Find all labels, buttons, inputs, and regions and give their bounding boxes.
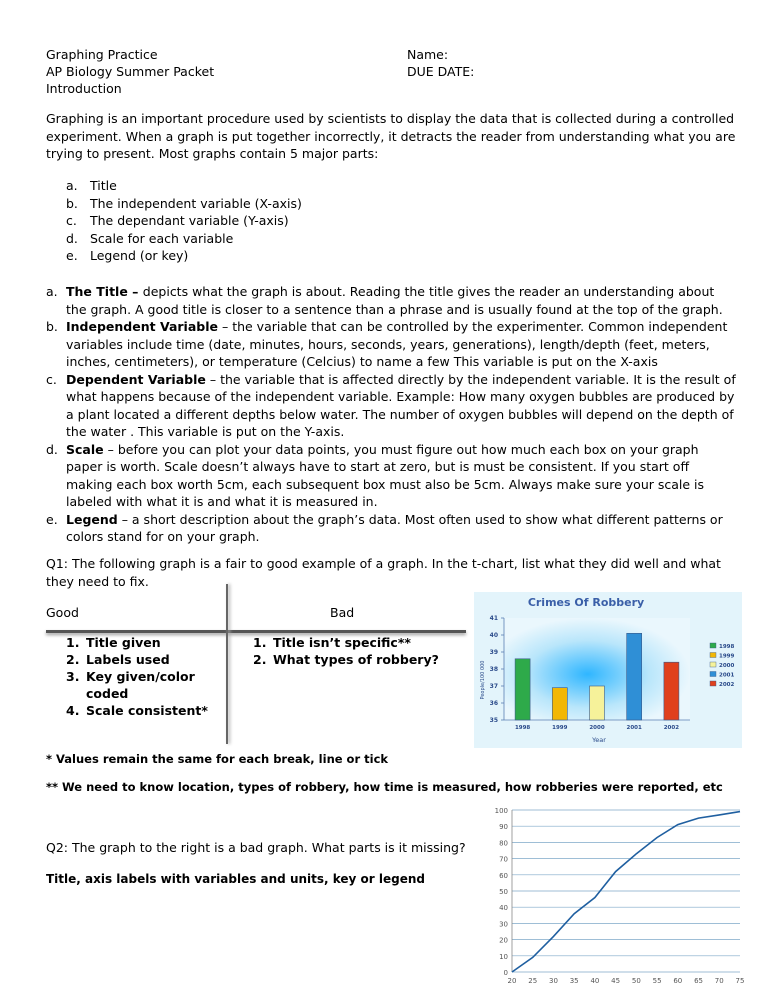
y-tick-label: 100 bbox=[494, 807, 508, 815]
q2-answer: Title, axis labels with variables and units, key or legend bbox=[46, 872, 426, 886]
x-tick-label: 35 bbox=[569, 977, 579, 985]
bad-list bbox=[253, 634, 468, 668]
x-tick-label: 1999 bbox=[552, 725, 568, 731]
list-item: c. Dependent Variable – the variable that is affected directly by the independent variable. It is the result of what happens because of the independent variable. Example: How many oxygen bubbles are produced by a plant located a different depths below water. The number of oxygen bubbles will depend on the depth of the water . This variable is put on the Y-axis. bbox=[46, 371, 736, 439]
x-tick-label: 2001 bbox=[626, 725, 642, 731]
header-course-line2: AP Biology Summer Packet bbox=[46, 64, 215, 79]
y-tick-label: 30 bbox=[499, 920, 508, 929]
y-tick-label: 0 bbox=[503, 969, 508, 977]
good-list bbox=[66, 634, 216, 719]
list-item: e. Legend – a short description about the graph’s data. Most often used to show what different patterns or colors stand for on your graph. bbox=[46, 511, 723, 544]
tchart-bad-heading: Bad bbox=[330, 605, 355, 620]
x-axis-label: Year bbox=[592, 736, 606, 744]
y-tick-label: 90 bbox=[499, 823, 508, 832]
list-item: d. Scale for each variable bbox=[66, 230, 234, 246]
list-item: a. Title bbox=[66, 178, 117, 193]
y-axis-label: People/100 000 bbox=[480, 660, 486, 700]
y-tick-label: 40 bbox=[499, 904, 508, 913]
list-item: 4. Scale consistent* bbox=[66, 703, 208, 718]
definitions-list bbox=[46, 283, 736, 546]
legend-swatch bbox=[710, 662, 716, 667]
intro-paragraph: Graphing is an important procedure used by scientists to display the data that is collected during a controlled experiment. When a graph is put together incorrectly, it detracts the reader from understanding what you are trying to present. Most graphs contain 5 major parts: bbox=[46, 111, 736, 161]
list-item: e. Legend (or key) bbox=[66, 248, 189, 263]
list-item: 2. What types of robbery? bbox=[253, 652, 439, 667]
x-tick-label: 2002 bbox=[663, 725, 680, 731]
x-tick-label: 50 bbox=[631, 977, 641, 985]
legend-swatch bbox=[710, 672, 716, 677]
x-tick-label: 25 bbox=[528, 977, 538, 985]
y-tick-label: 37 bbox=[489, 683, 498, 690]
legend-entry: 2002 bbox=[719, 682, 735, 688]
header-course-line1: Graphing Practice bbox=[46, 47, 158, 62]
y-tick-label: 41 bbox=[489, 615, 498, 622]
list-item: 1. Title given bbox=[66, 635, 161, 650]
list-item: 1. Title isn’t specific** bbox=[253, 635, 411, 650]
header-left bbox=[46, 46, 214, 97]
x-tick-label: 70 bbox=[714, 977, 724, 985]
note-title: ** We need to know location, types of robbery, how time is measured, how robberies were reported, etc bbox=[46, 780, 723, 794]
x-tick-label: 55 bbox=[652, 977, 662, 985]
q2-prompt: Q2: The graph to the right is a bad graph. What parts is it missing? bbox=[46, 840, 466, 855]
list-item: c. The dependant variable (Y-axis) bbox=[66, 213, 289, 228]
note-scale: * Values remain the same for each break, line or tick bbox=[46, 752, 389, 766]
legend-swatch bbox=[710, 643, 716, 648]
parts-list bbox=[66, 177, 302, 265]
x-tick-label: 1998 bbox=[514, 725, 531, 731]
bar-2002 bbox=[664, 662, 679, 720]
legend-entry: 1999 bbox=[719, 653, 735, 660]
name-label: Name: bbox=[407, 47, 449, 62]
list-item: 3. Key given/color coded bbox=[66, 669, 195, 701]
legend-swatch bbox=[710, 681, 716, 686]
tchart-good-heading: Good bbox=[46, 605, 79, 620]
y-tick-label: 40 bbox=[489, 632, 498, 639]
x-tick-label: 60 bbox=[673, 977, 683, 985]
bar-2000 bbox=[590, 686, 605, 720]
y-tick-label: 60 bbox=[499, 871, 508, 880]
x-tick-label: 30 bbox=[548, 977, 558, 985]
y-tick-label: 80 bbox=[499, 839, 508, 848]
y-tick-label: 10 bbox=[499, 952, 508, 961]
legend-entry: 2001 bbox=[719, 672, 735, 679]
y-tick-label: 39 bbox=[489, 649, 498, 656]
bar-2001 bbox=[627, 633, 642, 720]
list-item: b. The independent variable (X-axis) bbox=[66, 195, 302, 211]
list-item: b. Independent Variable – the variable that can be controlled by the experimenter. Common independent variables include time (date, minutes, hours, seconds, years, generations), length/depth (feet, meters, inches, centimeters), or temperature (Celcius) to name a few This variable is put on the X-axis bbox=[46, 319, 728, 369]
y-tick-label: 36 bbox=[489, 700, 498, 707]
legend-entry: 1998 bbox=[719, 644, 735, 650]
list-item: a. The Title – depicts what the graph is about. Reading the title gives the reader an understanding about the graph. A good title is closer to a sentence than a phrase and is usually found at the top of the graph. bbox=[46, 284, 723, 317]
x-tick-label: 20 bbox=[507, 977, 517, 985]
tchart-vertical-rule bbox=[226, 584, 228, 744]
y-tick-label: 70 bbox=[499, 855, 508, 864]
x-tick-label: 2000 bbox=[589, 725, 605, 731]
bar-1999 bbox=[552, 688, 567, 720]
bad-line-chart bbox=[490, 804, 746, 988]
x-tick-label: 65 bbox=[694, 977, 704, 985]
due-date-label: DUE DATE: bbox=[407, 64, 475, 79]
q1-prompt: Q1: The following graph is a fair to good example of a graph. In the t-chart, list what they did well and what they need to fix. bbox=[46, 556, 721, 589]
robbery-bar-chart bbox=[474, 592, 742, 748]
x-tick-label: 45 bbox=[611, 977, 621, 985]
legend-entry: 2000 bbox=[719, 663, 735, 669]
tchart-horizontal-rule bbox=[46, 630, 466, 633]
series-line bbox=[512, 812, 740, 972]
y-tick-label: 35 bbox=[489, 717, 498, 724]
x-tick-label: 40 bbox=[590, 977, 600, 985]
header-course-line3: Introduction bbox=[46, 81, 122, 96]
header-right bbox=[407, 46, 474, 80]
x-tick-label: 75 bbox=[735, 977, 745, 985]
y-tick-label: 50 bbox=[499, 888, 508, 896]
legend-swatch bbox=[710, 653, 716, 658]
list-item: 2. Labels used bbox=[66, 652, 170, 667]
bar-1998 bbox=[515, 659, 530, 720]
list-item: d. Scale – before you can plot your data points, you must figure out how much each box on your graph paper is worth. Scale doesn’t always have to start at zero, but is must be consistent. If you start off making each box worth 5cm, each subsequent box must also be 5cm. Always make sure your scale is labeled with what it is and what it is measured in. bbox=[46, 441, 705, 509]
y-tick-label: 38 bbox=[489, 666, 498, 673]
y-tick-label: 20 bbox=[499, 936, 508, 945]
chart-title: Crimes Of Robbery bbox=[527, 596, 645, 609]
